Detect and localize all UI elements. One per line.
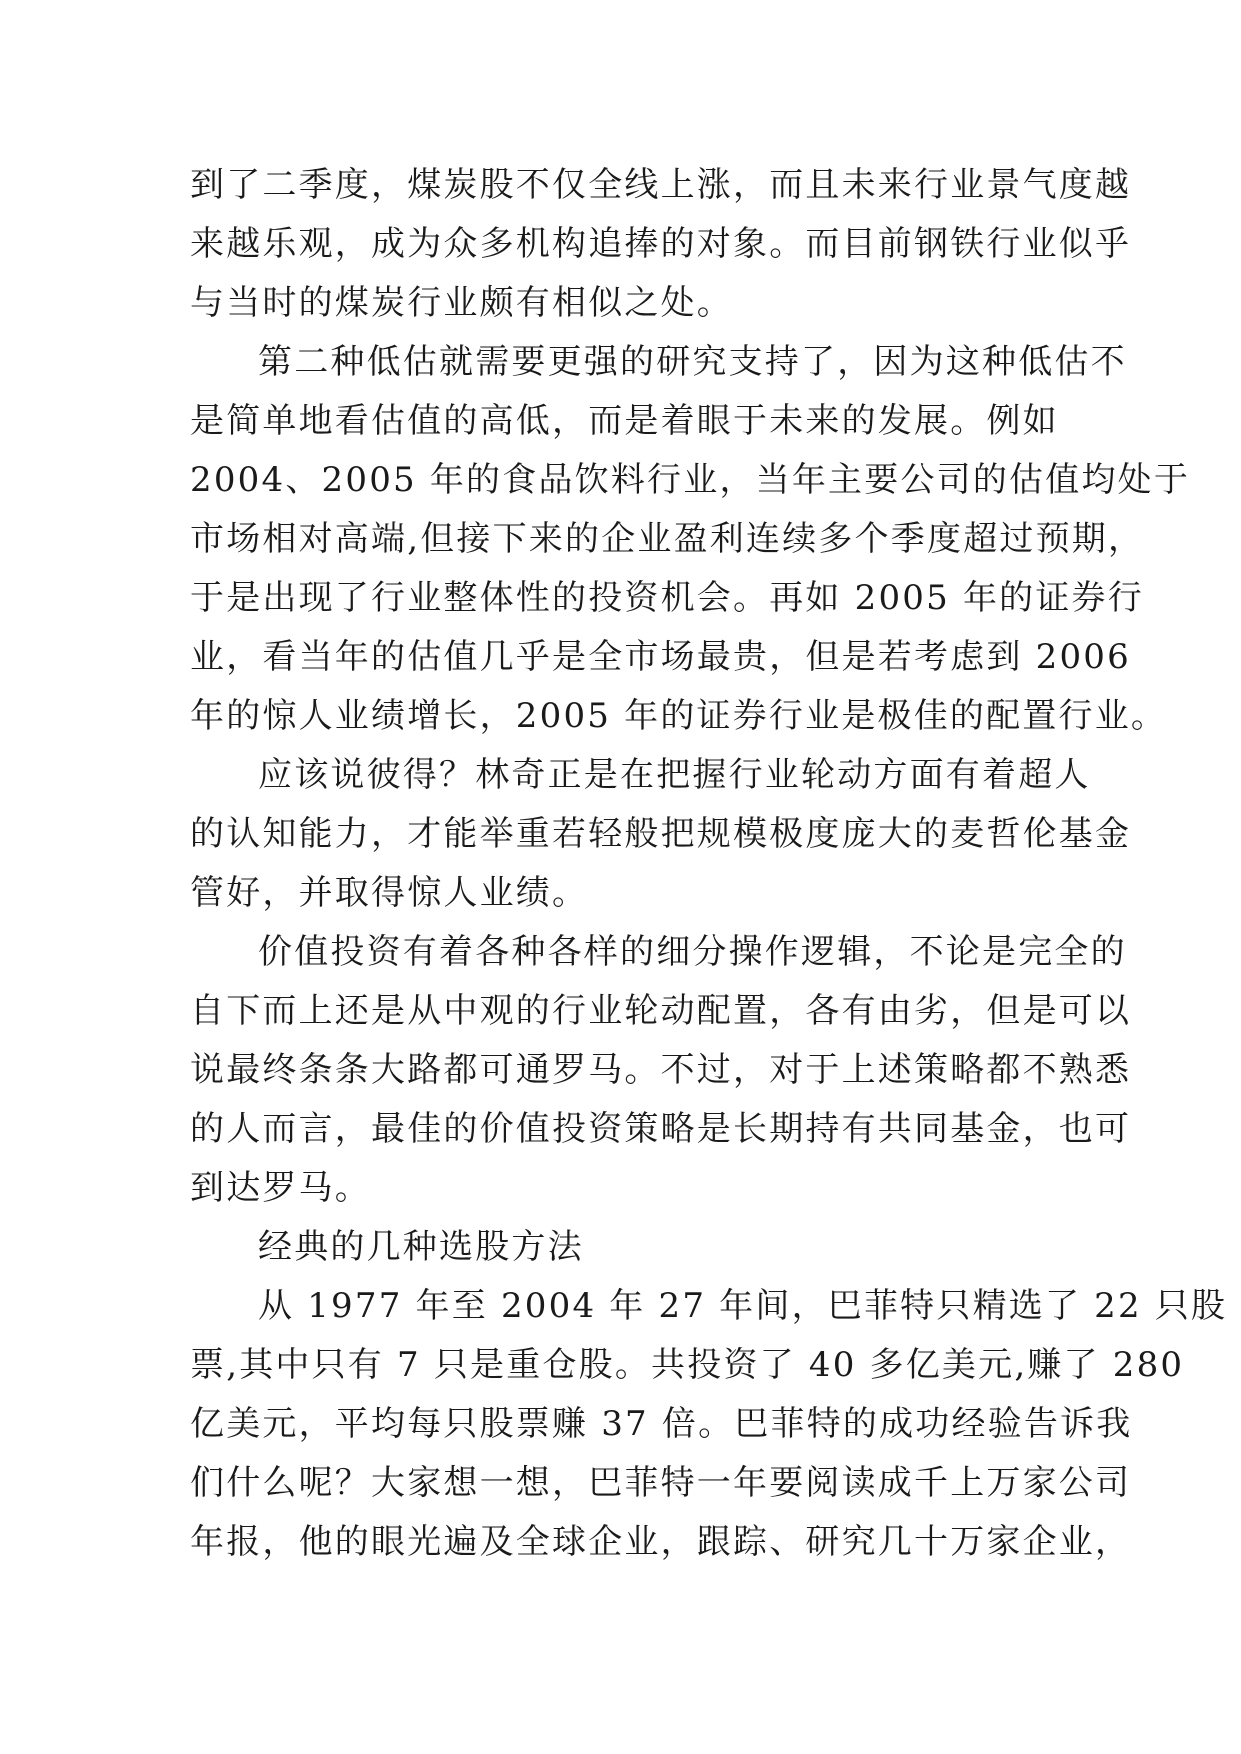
text-line: 是简单地看估值的高低，而是着眼于未来的发展。例如 xyxy=(190,401,1059,441)
text-line: 的认知能力，才能举重若轻般把规模极度庞大的麦哲伦基金 xyxy=(190,814,1132,854)
text-line: 2004、2005 年的食品饮料行业，当年主要公司的估值均处于 xyxy=(190,460,1191,500)
text-line: 的人而言，最佳的价值投资策略是长期持有共同基金，也可 xyxy=(190,1109,1132,1149)
text-line: 到了二季度，煤炭股不仅全线上涨，而且未来行业景气度越 xyxy=(190,165,1132,205)
text-line: 业，看当年的估值几乎是全市场最贵，但是若考虑到 2006 xyxy=(190,637,1131,677)
section-heading xyxy=(190,1218,1070,1277)
text-line: 应该说彼得？林奇正是在把握行业轮动方面有着超人 xyxy=(258,755,1091,795)
text-line: 价值投资有着各种各样的细分操作逻辑，不论是完全的 xyxy=(258,932,1127,972)
text-line: 说最终条条大路都可通罗马。不过，对于上述策略都不熟悉 xyxy=(190,1050,1132,1090)
paragraph xyxy=(190,1277,1228,1572)
paragraph xyxy=(190,333,1191,746)
text-line: 从 1977 年至 2004 年 27 年间，巴菲特只精选了 22 只股 xyxy=(258,1286,1228,1326)
body-text xyxy=(190,156,1228,1572)
text-line: 年的惊人业绩增长，2005 年的证券行业是极佳的配置行业。 xyxy=(190,696,1168,736)
text-line: 票,其中只有 7 只是重仓股。共投资了 40 多亿美元,赚了 280 xyxy=(190,1345,1185,1385)
text-line: 们什么呢？大家想一想，巴菲特一年要阅读成千上万家公司 xyxy=(190,1463,1132,1503)
text-line: 管好，并取得惊人业绩。 xyxy=(190,873,589,913)
text-line: 来越乐观，成为众多机构追捧的对象。而目前钢铁行业似乎 xyxy=(190,224,1132,264)
text-line: 与当时的煤炭行业颇有相似之处。 xyxy=(190,283,733,323)
text-line: 到达罗马。 xyxy=(190,1168,371,1208)
paragraph xyxy=(190,923,1132,1218)
text-line: 于是出现了行业整体性的投资机会。再如 2005 年的证券行 xyxy=(190,578,1144,618)
text-line: 亿美元，平均每只股票赚 37 倍。巴菲特的成功经验告诉我 xyxy=(190,1404,1133,1444)
text-line: 年报，他的眼光遍及全球企业，跟踪、研究几十万家企业， xyxy=(190,1522,1132,1562)
text-line: 经典的几种选股方法 xyxy=(258,1227,584,1267)
text-line: 市场相对高端,但接下来的企业盈利连续多个季度超过预期， xyxy=(190,519,1145,559)
text-line: 自下而上还是从中观的行业轮动配置，各有由劣，但是可以 xyxy=(190,991,1132,1031)
text-line: 第二种低估就需要更强的研究支持了，因为这种低估不 xyxy=(258,342,1127,382)
paragraph xyxy=(190,156,1132,333)
paragraph xyxy=(190,746,1132,923)
